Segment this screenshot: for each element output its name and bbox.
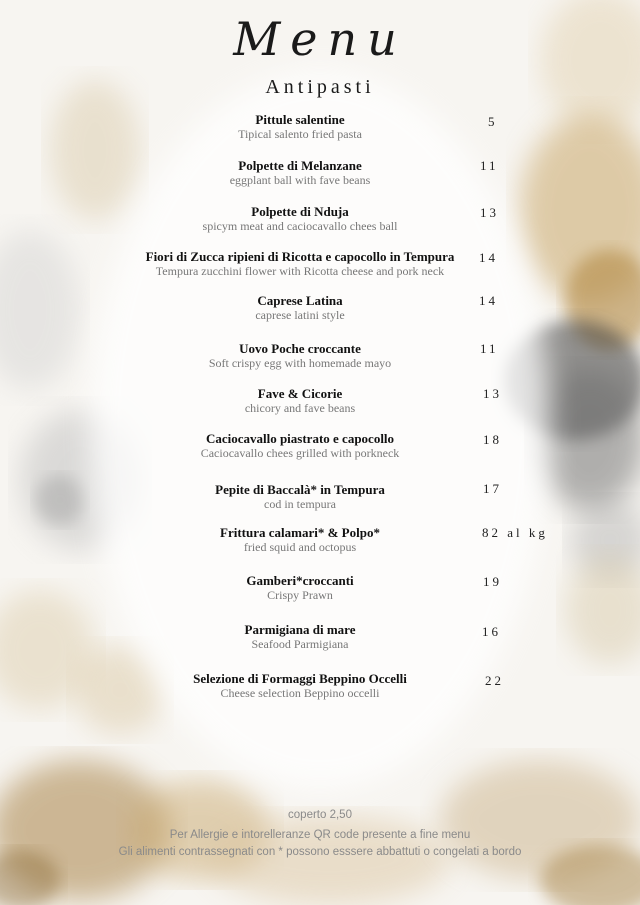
item-price: 16	[482, 624, 501, 639]
item-description: Tempura zucchini flower with Ricotta cheese and pork neck	[155, 264, 445, 278]
item-name: Selezione di Formaggi Beppino Occelli	[193, 671, 407, 686]
item-description: Tipical salento fried pasta	[238, 127, 362, 141]
cover-charge-note: coperto 2,50	[288, 809, 352, 821]
allergy-note: Per Allergie e intorelleranze QR code presente a fine menu	[169, 829, 471, 841]
item-price: 11	[480, 341, 499, 356]
section-title: Antipasti	[265, 76, 375, 98]
menu-item	[0, 573, 600, 603]
menu-item	[0, 386, 600, 416]
menu-item	[0, 293, 600, 323]
item-name: Parmigiana di mare	[244, 622, 356, 637]
item-name: Polpette di Melanzane	[238, 158, 362, 173]
menu-item	[0, 112, 600, 142]
menu-item	[0, 158, 600, 188]
menu-item	[0, 622, 600, 652]
item-price: 14	[479, 293, 498, 308]
item-description: spicym meat and caciocavallo chees ball	[202, 219, 398, 233]
item-name: Pittule salentine	[255, 112, 345, 127]
item-price: 11	[480, 158, 499, 173]
item-name: Frittura calamari* & Polpo*	[220, 525, 380, 540]
item-description: Cheese selection Beppino occelli	[220, 686, 380, 700]
item-price: 13	[483, 386, 502, 401]
item-price: 14	[479, 250, 498, 265]
item-name: Caciocavallo piastrato e capocollo	[205, 431, 395, 446]
menu-item	[0, 204, 600, 234]
item-description: eggplant ball with fave beans	[229, 173, 371, 187]
item-price: 5	[488, 114, 498, 129]
item-description: Crispy Prawn	[267, 588, 333, 602]
menu-item	[0, 482, 600, 512]
item-name: Uovo Poche croccante	[239, 341, 361, 356]
item-price: 19	[483, 574, 502, 589]
item-price: 13	[480, 205, 499, 220]
item-name: Fiori di Zucca ripieni di Ricotta e capocollo in Tempura	[145, 249, 455, 264]
frozen-food-note: Gli alimenti contrassegnati con * possono esssere abbattuti o congelati a bordo	[118, 846, 522, 858]
item-price: 22	[485, 673, 504, 688]
item-description: fried squid and octopus	[243, 540, 357, 554]
item-price: 82 al kg	[482, 525, 548, 540]
item-description: cod in tempura	[264, 497, 336, 511]
item-price: 18	[483, 432, 502, 447]
item-name: Gamberi*croccanti	[246, 573, 354, 588]
item-description: Soft crispy egg with homemade mayo	[208, 356, 392, 370]
menu-item	[0, 431, 600, 461]
item-description: Seafood Parmigiana	[251, 637, 349, 651]
item-price: 17	[483, 481, 502, 496]
item-description: Caciocavallo chees grilled with porkneck	[200, 446, 400, 460]
item-description: caprese latini style	[255, 308, 345, 322]
menu-item	[0, 341, 600, 371]
item-name: Caprese Latina	[257, 293, 343, 308]
menu-item	[0, 249, 600, 279]
menu-script-title: Menu	[233, 12, 407, 66]
item-name: Polpette di Nduja	[251, 204, 349, 219]
menu-item	[0, 671, 600, 701]
item-name: Pepite di Baccalà* in Tempura	[215, 482, 385, 497]
item-description: chicory and fave beans	[244, 401, 356, 415]
item-name: Fave & Cicorie	[257, 386, 343, 401]
